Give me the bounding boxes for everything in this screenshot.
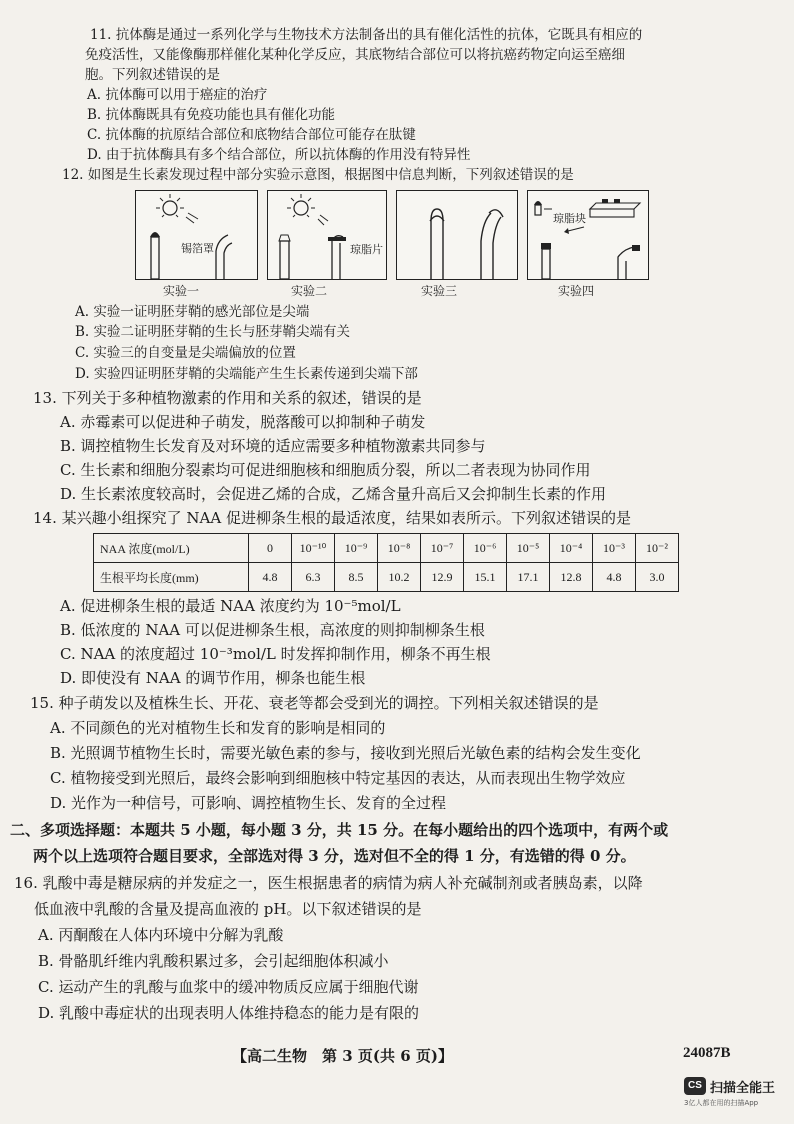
table-cell: 12.9 bbox=[421, 563, 464, 592]
experiment-3-drawing bbox=[397, 191, 517, 279]
experiment-1-drawing bbox=[136, 191, 257, 279]
q13-option-b: B. 调控植物生长发育及对环境的适应需要多种植物激素共同参与 bbox=[60, 437, 486, 455]
table-cell: 4.8 bbox=[593, 563, 636, 592]
camscanner-tagline: 3亿人都在用的扫描App bbox=[684, 1099, 759, 1107]
q11-option-c: C. 抗体酶的抗原结合部位和底物结合部位可能存在肽键 bbox=[87, 127, 416, 143]
label-agar-block: 琼脂块 bbox=[553, 212, 586, 225]
q11-stem-line2: 免疫活性，又能像酶那样催化某种化学反应，其底物结合部位可以将抗癌药物定向运至癌细 bbox=[85, 47, 625, 63]
q12-option-d: D. 实验四证明胚芽鞘的尖端能产生生长素传递到尖端下部 bbox=[75, 366, 418, 382]
q16-option-c: C. 运动产生的乳酸与血浆中的缓冲物质反应属于细胞代谢 bbox=[38, 978, 419, 996]
table-cell: 15.1 bbox=[464, 563, 507, 592]
q14-option-d: D. 即使没有 NAA 的调节作用，柳条也能生根 bbox=[60, 669, 366, 687]
q11-stem-line1: 11. 抗体酶是通过一系列化学与生物技术方法制备出的具有催化活性的抗体，它既具有相应的 bbox=[90, 27, 643, 43]
q16-option-a: A. 丙酮酸在人体内环境中分解为乳酸 bbox=[38, 926, 284, 944]
caption-experiment-4: 实验四 bbox=[558, 284, 595, 298]
q13-option-a: A. 赤霉素可以促进种子萌发，脱落酸可以抑制种子萌发 bbox=[60, 413, 426, 431]
q16-option-d: D. 乳酸中毒症状的出现表明人体维持稳态的能力是有限的 bbox=[38, 1004, 420, 1022]
caption-experiment-2: 实验二 bbox=[291, 284, 328, 298]
table-cell: 6.3 bbox=[292, 563, 335, 592]
q13-stem: 13. 下列关于多种植物激素的作用和关系的叙述，错误的是 bbox=[33, 389, 422, 407]
q14-stem: 14. 某兴趣小组探究了 NAA 促进柳条生根的最适浓度，结果如表所示。下列叙述错误的是 bbox=[33, 509, 631, 527]
q15-option-c: C. 植物接受到光照后，最终会影响到细胞核中特定基因的表达，从而表现出生物学效应 bbox=[50, 769, 626, 787]
table-cell: 8.5 bbox=[335, 563, 378, 592]
q15-option-b: B. 光照调节植物生长时，需要光敏色素的参与，接收到光照后光敏色素的结构会发生变化 bbox=[50, 744, 641, 762]
q14-option-b: B. 低浓度的 NAA 可以促进柳条生根，高浓度的则抑制柳条生根 bbox=[60, 621, 485, 639]
q12-option-a: A. 实验一证明胚芽鞘的感光部位是尖端 bbox=[75, 304, 310, 320]
table-cell: 0 bbox=[249, 534, 292, 563]
q12-stem: 12. 如图是生长素发现过程中部分实验示意图，根据图中信息判断，下列叙述错误的是 bbox=[62, 167, 574, 183]
label-agar-sheet: 琼脂片 bbox=[350, 243, 383, 256]
camscanner-logo-icon: CS bbox=[684, 1077, 706, 1095]
table-cell: 10⁻⁸ bbox=[378, 534, 421, 563]
experiment-2-panel bbox=[267, 190, 387, 280]
page-footer: 【高二生物 第 3 页(共 6 页)】 bbox=[232, 1047, 453, 1065]
table-cell: 10⁻⁷ bbox=[421, 534, 464, 563]
table-cell: 10⁻⁵ bbox=[507, 534, 550, 563]
table-cell: 10⁻⁹ bbox=[335, 534, 378, 563]
experiment-4-panel bbox=[527, 190, 649, 280]
q14-option-c: C. NAA 的浓度超过 10⁻³mol/L 时发挥抑制作用，柳条不再生根 bbox=[60, 645, 491, 663]
q14-option-a: A. 促进柳条生根的最适 NAA 浓度约为 10⁻⁵mol/L bbox=[60, 597, 401, 615]
table-row-header: NAA 浓度(mol/L) bbox=[94, 534, 249, 563]
experiment-2-drawing bbox=[268, 191, 386, 279]
q11-option-d: D. 由于抗体酶具有多个结合部位，所以抗体酶的作用没有特异性 bbox=[87, 147, 471, 163]
camscanner-name: 扫描全能王 bbox=[710, 1081, 776, 1096]
caption-experiment-3: 实验三 bbox=[421, 284, 458, 298]
table-cell: 10⁻⁶ bbox=[464, 534, 507, 563]
experiment-3-panel bbox=[396, 190, 518, 280]
caption-experiment-1: 实验一 bbox=[163, 284, 200, 298]
experiment-figure bbox=[135, 190, 647, 286]
q16-option-b: B. 骨骼肌纤维内乳酸积累过多，会引起细胞体积减小 bbox=[38, 952, 389, 970]
q15-stem: 15. 种子萌发以及植株生长、开花、衰老等都会受到光的调控。下列相关叙述错误的是 bbox=[30, 694, 599, 712]
naa-concentration-row bbox=[94, 534, 679, 563]
exam-code: 24087B bbox=[683, 1045, 731, 1061]
q15-option-d: D. 光作为一种信号，可影响、调控植物生长、发育的全过程 bbox=[50, 794, 447, 812]
q13-option-d: D. 生长素浓度较高时，会促进乙烯的合成，乙烯含量升高后又会抑制生长素的作用 bbox=[60, 485, 607, 503]
q11-stem-line3: 胞。下列叙述错误的是 bbox=[85, 67, 220, 83]
table-cell: 10.2 bbox=[378, 563, 421, 592]
q11-option-b: B. 抗体酶既具有免疫功能也具有催化功能 bbox=[87, 107, 336, 123]
experiment-4-drawing bbox=[528, 191, 648, 279]
table-cell: 3.0 bbox=[636, 563, 679, 592]
q12-option-b: B. 实验二证明胚芽鞘的生长与胚芽鞘尖端有关 bbox=[75, 324, 351, 340]
table-cell: 17.1 bbox=[507, 563, 550, 592]
root-length-row bbox=[94, 563, 679, 592]
section2-instructions-line2: 两个以上选项符合题目要求，全部选对得 3 分，选对但不全的得 1 分，有选错的得 0 分。 bbox=[33, 847, 636, 865]
q13-option-c: C. 生长素和细胞分裂素均可促进细胞核和细胞质分裂，所以二者表现为协同作用 bbox=[60, 461, 591, 479]
section2-instructions-line1: 二、多项选择题：本题共 5 小题，每小题 3 分，共 15 分。在每小题给出的四个选项中，有两个或 bbox=[10, 821, 669, 839]
table-cell: 10⁻³ bbox=[593, 534, 636, 563]
q11-option-a: A. 抗体酶可以用于癌症的治疗 bbox=[87, 87, 268, 103]
table-cell: 12.8 bbox=[550, 563, 593, 592]
q16-stem-line2: 低血液中乳酸的含量及提高血液的 pH。以下叙述错误的是 bbox=[34, 900, 422, 918]
table-row-header: 生根平均长度(mm) bbox=[94, 563, 249, 592]
table-cell: 4.8 bbox=[249, 563, 292, 592]
q12-option-c: C. 实验三的自变量是尖端偏放的位置 bbox=[75, 345, 296, 361]
q15-option-a: A. 不同颜色的光对植物生长和发育的影响是相同的 bbox=[50, 719, 386, 737]
experiment-1-panel bbox=[135, 190, 258, 280]
table-cell: 10⁻¹⁰ bbox=[292, 534, 335, 563]
naa-table bbox=[93, 533, 679, 592]
label-foil-cap: 锡箔罩 bbox=[181, 242, 214, 255]
q16-stem-line1: 16. 乳酸中毒是糖尿病的并发症之一，医生根据患者的病情为病人补充碱制剂或者胰岛素，以降 bbox=[14, 874, 643, 892]
table-cell: 10⁻⁴ bbox=[550, 534, 593, 563]
table-cell: 10⁻² bbox=[636, 534, 679, 563]
